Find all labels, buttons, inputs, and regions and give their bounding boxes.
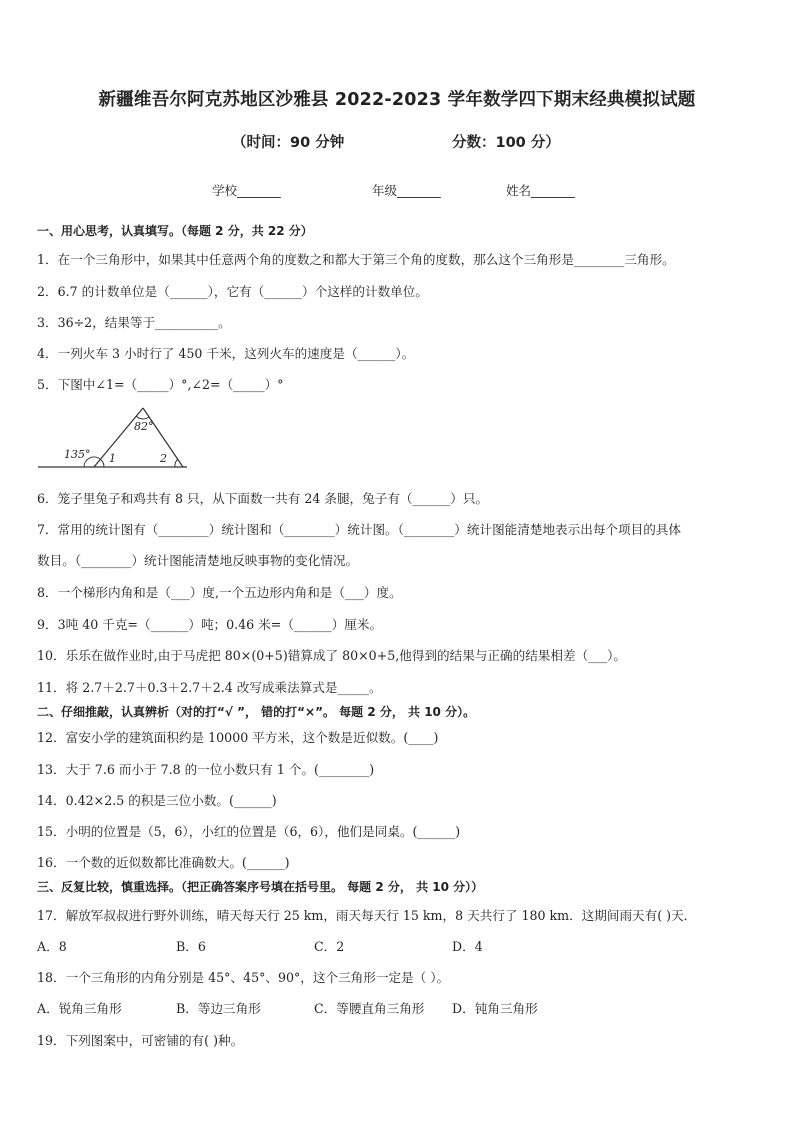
question-19: 19．下列图案中，可密铺的有( )种。: [37, 1033, 244, 1048]
angle-1-label: 1: [109, 452, 116, 465]
top-angle-label: 82°: [134, 420, 154, 433]
school-field: 学校_______: [212, 183, 281, 198]
question-16: 16．一个数的近似数都比准确数大。(______): [37, 855, 290, 870]
question-8: 8．一个梯形内角和是（___）度,一个五边形内角和是（___）度。: [37, 585, 402, 600]
question-10: 10．乐乐在做作业时,由于马虎把 80×(0+5)错算成了 80×0+5,他得到的结果与正确的结果相差（___）。: [37, 648, 626, 663]
angle-1-arc: [100, 459, 104, 467]
question-11: 11．将 2.7＋2.7＋0.3＋2.7＋2.4 改写成乘法算式是_____。: [37, 680, 382, 695]
triangle-svg: [38, 403, 188, 473]
triangle-diagram: [38, 403, 188, 477]
question-7-line-2: 数目。（________）统计图能清楚地反映事物的变化情况。: [37, 553, 359, 568]
question-9: 9．3吨 40 千克=（______）吨；0.46 米=（______）厘米。: [37, 617, 383, 632]
question-17: 17．解放军叔叔进行野外训练，晴天每天行 25 km，雨天每天行 15 km，8 天共行了 180 km．这期间雨天有( )天．: [37, 908, 697, 923]
q17-option-c: C．2: [314, 939, 345, 954]
question-12: 12．富安小学的建筑面积约是 10000 平方米，这个数是近似数。(____): [37, 730, 439, 745]
grade-field: 年级_______: [372, 183, 441, 198]
question-14: 14．0.42×2.5 的积是三位小数。(______): [37, 793, 277, 808]
q17-option-a: A．8: [37, 939, 67, 954]
question-13: 13．大于 7.6 而小于 7.8 的一位小数只有 1 个。(________): [37, 762, 375, 777]
angle-2-label: 2: [160, 452, 167, 465]
question-6: 6．笼子里兔子和鸡共有 8 只，从下面数一共有 24 条腿，兔子有（______）只。: [37, 491, 489, 506]
question-7-line-1: 7．常用的统计图有（________）统计图和（________）统计图。（________）统计图能清楚地表示出每个项目的具体: [37, 522, 681, 537]
exam-score: 分数：100 分）: [452, 135, 560, 151]
q18-option-c: C．等腰直角三角形: [314, 1001, 425, 1016]
outer-angle-label: 135°: [64, 448, 91, 461]
q18-option-b: B．等边三角形: [176, 1001, 261, 1016]
question-15: 15．小明的位置是（5，6），小红的位置是（6，6），他们是同桌。(______): [37, 824, 461, 839]
q17-option-d: D．4: [452, 939, 483, 954]
exam-time: （时间：90 分钟: [232, 135, 345, 151]
question-2: 2．6.7 的计数单位是（______），它有（______）个这样的计数单位。: [37, 284, 428, 299]
section-1-heading: 一、用心思考，认真填写。（每题 2 分，共 22 分）: [37, 224, 313, 238]
section-3-heading: 三、反复比较，慎重选择。（把正确答案序号填在括号里。 每题 2 分， 共 10 分））: [37, 880, 484, 894]
question-5: 5．下图中∠1=（_____）°,∠2=（_____）°: [37, 377, 284, 392]
section-2-heading: 二、仔细推敲，认真辨析（对的打“√ ”， 错的打“×”。 每题 2 分， 共 10 分）。: [37, 705, 476, 719]
top-angle-arc: [136, 416, 149, 419]
question-3: 3．36÷2，结果等于__________。: [37, 315, 231, 330]
name-field: 姓名_______: [506, 183, 575, 198]
angle-2-arc: [175, 459, 178, 467]
question-18: 18．一个三角形的内角分别是 45°、45°、90°，这个三角形一定是（ ）。: [37, 970, 450, 985]
question-1: 1．在一个三角形中，如果其中任意两个角的度数之和都大于第三个角的度数，那么这个三角形是________三角形。: [37, 252, 675, 267]
exam-title: 新疆维吾尔阿克苏地区沙雅县 2022-2023 学年数学四下期末经典模拟试题: [98, 90, 696, 110]
q18-option-d: D．钝角三角形: [452, 1001, 538, 1016]
q17-option-b: B．6: [176, 939, 206, 954]
left-side: [94, 408, 143, 467]
q18-option-a: A．锐角三角形: [37, 1001, 122, 1016]
question-4: 4．一列火车 3 小时行了 450 千米，这列火车的速度是（______）。: [37, 346, 415, 361]
